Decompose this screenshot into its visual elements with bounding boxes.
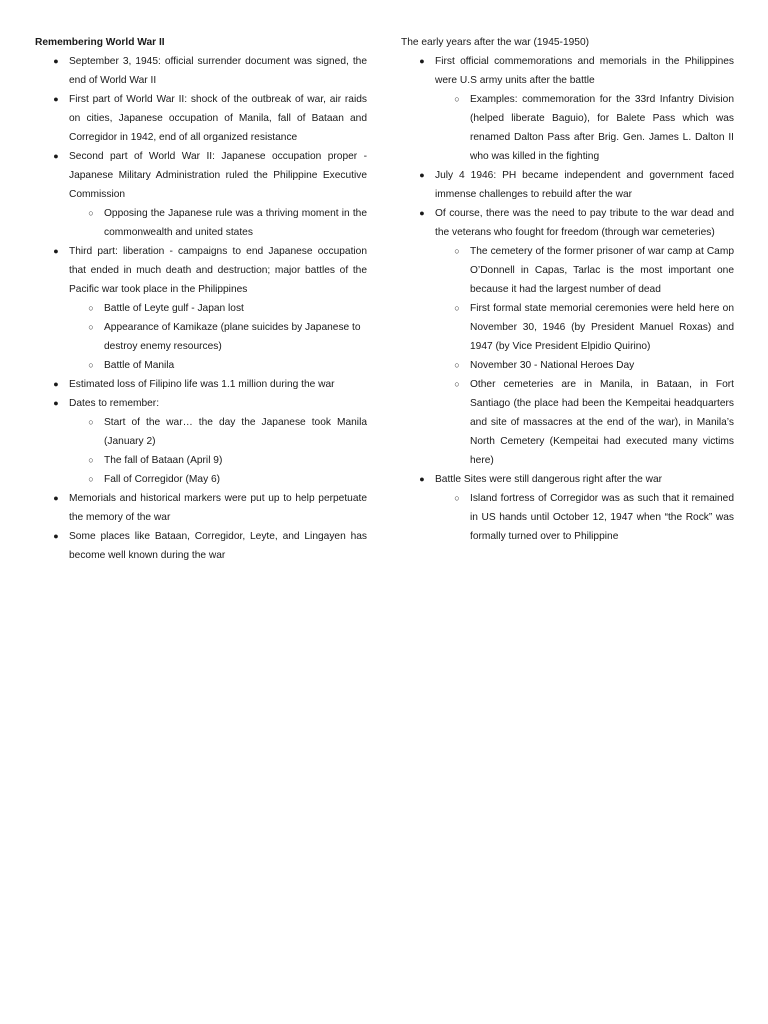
hollow-bullet-icon: ○ bbox=[454, 493, 460, 503]
sub-list-item-text: Island fortress of Corregidor was as such that it remained in US hands until October 12, 1947 when “the Rock” was formally turned over to Philippine bbox=[470, 493, 734, 542]
bullet-icon: ● bbox=[419, 208, 425, 218]
left-bullet-list bbox=[35, 52, 367, 565]
list-item-text: First part of World War II: shock of the outbreak of war, air raids on cities, Japanese occupation of Manila, fall of Bataan and Corregidor in 1942, end of all organized resistance bbox=[69, 94, 367, 143]
list-item-text: July 4 1946: PH became independent and government faced immense challenges to rebuild after the war bbox=[435, 170, 734, 200]
list-item bbox=[35, 52, 367, 90]
sub-list-item bbox=[435, 90, 734, 166]
list-item bbox=[401, 470, 734, 546]
hollow-bullet-icon: ○ bbox=[88, 360, 94, 370]
section-heading-early-years: The early years after the war (1945-1950) bbox=[401, 37, 589, 48]
sub-list-item-text: First formal state memorial ceremonies were held here on November 30, 1946 (by President Manuel Roxas) and 1947 (by Vice President Elpidio Quirino) bbox=[470, 303, 734, 352]
bullet-icon: ● bbox=[53, 493, 59, 503]
hollow-bullet-icon: ○ bbox=[88, 474, 94, 484]
bullet-icon: ● bbox=[53, 56, 59, 66]
list-item bbox=[35, 90, 367, 147]
list-item bbox=[35, 242, 367, 375]
sub-list-item bbox=[435, 242, 734, 299]
hollow-bullet-icon: ○ bbox=[454, 246, 460, 256]
sub-list-item bbox=[435, 356, 734, 375]
bullet-icon: ● bbox=[53, 151, 59, 161]
sub-list-item bbox=[69, 299, 367, 318]
sub-list-item-text: Battle of Manila bbox=[104, 360, 175, 371]
list-item bbox=[35, 375, 367, 394]
hollow-bullet-icon: ○ bbox=[454, 360, 460, 370]
right-bullet-list bbox=[401, 52, 734, 546]
bullet-icon: ● bbox=[53, 531, 59, 541]
list-item bbox=[401, 204, 734, 470]
sub-bullet-list bbox=[69, 413, 367, 489]
hollow-bullet-icon: ○ bbox=[88, 455, 94, 465]
sub-list-item bbox=[435, 489, 734, 546]
list-item bbox=[35, 147, 367, 242]
list-item-text: First official commemorations and memorials in the Philippines were U.S army units after the battle bbox=[435, 56, 734, 86]
sub-bullet-list bbox=[435, 489, 734, 546]
bullet-icon: ● bbox=[419, 170, 425, 180]
list-item bbox=[35, 394, 367, 489]
sub-bullet-list bbox=[69, 299, 367, 375]
sub-bullet-list bbox=[435, 90, 734, 166]
section-heading-remembering-ww2: Remembering World War II bbox=[35, 37, 165, 48]
hollow-bullet-icon: ○ bbox=[88, 322, 94, 332]
sub-list-item bbox=[69, 413, 367, 451]
hollow-bullet-icon: ○ bbox=[88, 417, 94, 427]
hollow-bullet-icon: ○ bbox=[88, 208, 94, 218]
bullet-icon: ● bbox=[53, 94, 59, 104]
sub-list-item-text: Fall of Corregidor (May 6) bbox=[104, 474, 221, 485]
list-item-text: Dates to remember: bbox=[69, 398, 160, 409]
list-item-text: Battle Sites were still dangerous right after the war bbox=[435, 474, 663, 485]
bullet-icon: ● bbox=[53, 379, 59, 389]
sub-list-item bbox=[435, 375, 734, 470]
sub-list-item-text: The cemetery of the former prisoner of war camp at Camp O’Donnell in Capas, Tarlac is the most important one because it had the largest number of dead bbox=[470, 246, 734, 295]
hollow-bullet-icon: ○ bbox=[88, 303, 94, 313]
hollow-bullet-icon: ○ bbox=[454, 303, 460, 313]
sub-list-item bbox=[69, 470, 367, 489]
list-item bbox=[401, 166, 734, 204]
list-item-text: Third part: liberation - campaigns to end Japanese occupation that ended in much death and destruction; major battles of the Pacific war took place in the Philippines bbox=[69, 246, 367, 295]
bullet-icon: ● bbox=[419, 474, 425, 484]
list-item bbox=[401, 52, 734, 166]
left-column bbox=[35, 33, 367, 565]
bullet-icon: ● bbox=[53, 398, 59, 408]
hollow-bullet-icon: ○ bbox=[454, 94, 460, 104]
sub-list-item-text: Appearance of Kamikaze (plane suicides by Japanese to destroy enemy resources) bbox=[104, 322, 361, 352]
hollow-bullet-icon: ○ bbox=[454, 379, 460, 389]
list-item-text: Memorials and historical markers were put up to help perpetuate the memory of the war bbox=[69, 493, 367, 523]
right-column bbox=[401, 33, 734, 546]
sub-list-item bbox=[435, 299, 734, 356]
sub-list-item-text: November 30 - National Heroes Day bbox=[470, 360, 635, 371]
sub-list-item bbox=[69, 451, 367, 470]
sub-list-item-text: Start of the war… the day the Japanese took Manila (January 2) bbox=[104, 417, 367, 447]
list-item-text: Some places like Bataan, Corregidor, Leyte, and Lingayen has become well known during the war bbox=[69, 531, 367, 561]
sub-list-item-text: Battle of Leyte gulf - Japan lost bbox=[104, 303, 244, 314]
bullet-icon: ● bbox=[419, 56, 425, 66]
sub-list-item bbox=[69, 356, 367, 375]
sub-list-item bbox=[69, 204, 367, 242]
sub-list-item-text: Other cemeteries are in Manila, in Bataan, in Fort Santiago (the place had been the Kempeitai headquarters and site of massacres at the end of the war), in Manila’s North Cemetery (Kempeitai had executed many victims here) bbox=[470, 379, 734, 466]
list-item-text: September 3, 1945: official surrender document was signed, the end of World War II bbox=[69, 56, 367, 86]
sub-bullet-list bbox=[69, 204, 367, 242]
sub-list-item-text: The fall of Bataan (April 9) bbox=[104, 455, 223, 466]
list-item-text: Second part of World War II: Japanese occupation proper - Japanese Military Administration ruled the Philippine Executive Commission bbox=[69, 151, 367, 200]
sub-list-item-text: Examples: commemoration for the 33rd Infantry Division (helped liberate Baguio), for Balete Pass which was renamed Dalton Pass after Brig. Gen. James L. Dalton II who was killed in the fighting bbox=[470, 94, 734, 162]
sub-list-item bbox=[69, 318, 367, 356]
list-item bbox=[35, 489, 367, 527]
list-item bbox=[35, 527, 367, 565]
sub-bullet-list bbox=[435, 242, 734, 470]
bullet-icon: ● bbox=[53, 246, 59, 256]
list-item-text: Of course, there was the need to pay tribute to the war dead and the veterans who fought for freedom (through war cemeteries) bbox=[435, 208, 734, 238]
list-item-text: Estimated loss of Filipino life was 1.1 million during the war bbox=[69, 379, 335, 390]
sub-list-item-text: Opposing the Japanese rule was a thriving moment in the commonwealth and united states bbox=[104, 208, 367, 238]
